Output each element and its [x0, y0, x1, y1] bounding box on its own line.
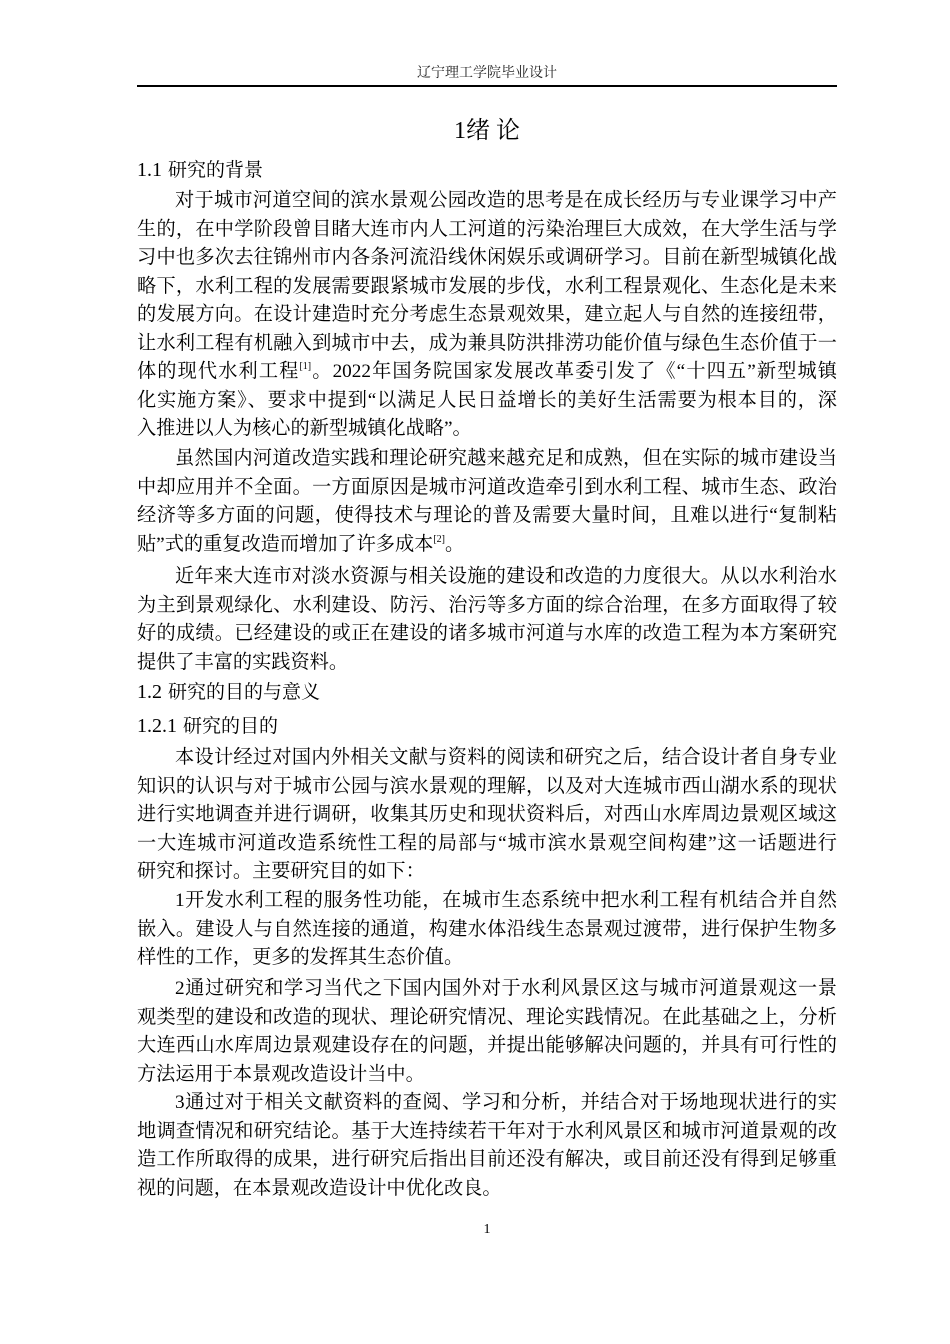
text-line: 生的，在中学阶段曾目睹大连市内人工河道的污染治理巨大成效，在大学生活与学 — [137, 218, 837, 240]
list-item — [137, 975, 837, 1089]
text-line: 略下，水利工程的发展需要跟紧城市发展的步伐，水利工程景观化、生态化是未来 — [137, 275, 837, 297]
text-line: 进行实地调查并进行调研，收集其历史和现状资料后，对西山水库周边景观区域这 — [137, 804, 837, 825]
text-line: 2通过研究和学习当代之下国内国外对于水利风景区这与城市河道景观这一景 — [175, 978, 837, 999]
text-line: 让水利工程有机融入到城市中去，成为兼具防洪排涝功能价值与绿色生态价值于一 — [137, 332, 837, 354]
citation-marker: [1] — [299, 361, 312, 372]
running-header: 辽宁理工学院毕业设计 — [417, 66, 557, 81]
text-line: 方法运用于本景观改造设计当中。 — [137, 1063, 425, 1085]
text-line: 观类型的建设和改造的现状、理论研究情况、理论实践情况。在此基础之上，分析 — [137, 1006, 837, 1028]
text-line: 1开发水利工程的服务性功能，在城市生态系统中把水利工程有机结合并自然 — [175, 890, 837, 911]
section-title: 研究的背景 — [168, 159, 264, 181]
text-line: 近年来大连市对淡水资源与相关设施的建设和改造的力度很大。从以水利治水 — [175, 566, 837, 587]
text-line: 为主到景观绿化、水利建设、防污、治污等多方面的综合治理，在多方面取得了较 — [137, 594, 837, 616]
text-line: 入推进以人为核心的新型城镇化战略”。 — [137, 418, 472, 439]
paragraph — [137, 744, 837, 887]
text-line: 研究和探讨。主要研究目的如下： — [137, 861, 425, 882]
text-line: 本设计经过对国内外相关文献与资料的阅读和研究之后，结合设计者自身专业 — [175, 747, 837, 768]
section-heading-1-2-1 — [137, 709, 278, 743]
citation-marker: [2] — [433, 533, 445, 545]
section-number: 1.2.1 — [137, 715, 177, 737]
text-line: 化实施方案》、要求中提到“以满足人民日益增长的美好生活需要为根本目的，深 — [137, 389, 837, 411]
text-line: 贴”式的重复改造而增加了许多成本[2]。 — [137, 533, 465, 555]
text-line: 中却应用并不全面。一方面原因是城市河道改造牵引到水利工程、城市生态、政治 — [137, 476, 837, 498]
paragraph — [137, 563, 837, 677]
list-item — [137, 1089, 837, 1203]
text-line: 的发展方向。在设计建造时充分考虑生态景观效果，建立起人与自然的连接纽带， — [137, 304, 837, 325]
text-line: 习中也多次去往锦州市内各条河流沿线休闲娱乐或调研学习。目前在新型城镇化战 — [137, 247, 837, 268]
text-line: 一大连城市河道改造系统性工程的局部与“城市滨水景观空间构建”这一话题进行 — [137, 832, 837, 854]
section-number: 1.1 — [137, 159, 162, 181]
text-line: 嵌入。建设人与自然连接的通道，构建水体沿线生态景观过渡带，进行保护生物多 — [137, 918, 837, 940]
text-line: 知识的认识与对于城市公园与滨水景观的理解，以及对大连城市西山湖水系的现状 — [137, 775, 837, 797]
page-number: 1 — [483, 1222, 491, 1237]
section-heading-1-1 — [137, 153, 263, 187]
paragraph — [137, 187, 837, 444]
text-line: 造工作所取得的成果，进行研究后指出目前还没有解决，或目前还没有得到足够重 — [137, 1149, 837, 1170]
header-rule — [137, 85, 837, 87]
section-heading-1-2 — [137, 675, 320, 709]
text-line: 经济等多方面的问题，使得技术与理论的普及需要大量时间，且难以进行“复制粘 — [137, 505, 837, 526]
text-line: 提供了丰富的实践资料。 — [137, 651, 349, 673]
text-line: 好的成绩。已经建设的或正在建设的诸多城市河道与水库的改造工程为本方案研究 — [137, 623, 837, 644]
text-line: 体的现代水利工程[1]。2022年国务院国家发展改革委引发了《“十四五”新型城镇 — [137, 361, 837, 382]
section-title: 研究的目的 — [183, 715, 279, 737]
text-line: 大连西山水库周边景观建设存在的问题，并提出能够解决问题的，并具有可行性的 — [137, 1035, 837, 1056]
paragraph — [137, 445, 837, 559]
section-number: 1.2 — [137, 681, 162, 703]
chapter-title: 1绪 论 — [454, 118, 520, 144]
text-line: 虽然国内河道改造实践和理论研究越来越充足和成熟，但在实际的城市建设当 — [175, 448, 837, 469]
text-line: 对于城市河道空间的滨水景观公园改造的思考是在成长经历与专业课学习中产 — [175, 190, 837, 211]
text-line: 地调查情况和研究结论。基于大连持续若干年对于水利风景区和城市河道景观的改 — [137, 1120, 837, 1142]
list-item — [137, 887, 837, 973]
text-line: 视的问题，在本景观改造设计中优化改良。 — [137, 1177, 502, 1199]
text-line: 3通过对于相关文献资料的查阅、学习和分析，并结合对于场地现状进行的实 — [175, 1092, 837, 1113]
section-title: 研究的目的与意义 — [168, 681, 321, 703]
text-line: 样性的工作，更多的发挥其生态价值。 — [137, 947, 464, 968]
